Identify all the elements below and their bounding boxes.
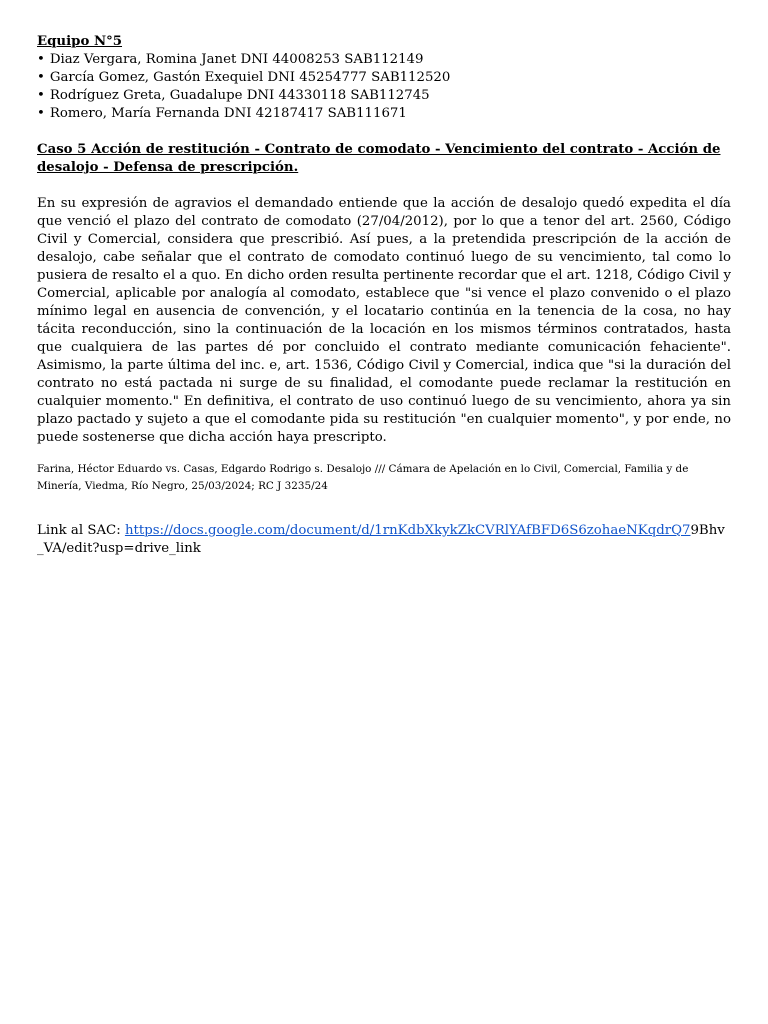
sac-link[interactable]: https://docs.google.com/document/d/1rnKdbXkykZkCVRlYAfBFD6S6zohaeNKqdrQ7 <box>124 523 691 538</box>
document-page <box>37 33 731 558</box>
member-item: • Rodríguez Greta, Guadalupe DNI 44330118 SAB112745 <box>37 87 731 105</box>
member-list <box>37 51 731 123</box>
case-title: Caso 5 Acción de restitución - Contrato de comodato - Vencimiento del contrato - Acción de desalojo - Defensa de prescripción. <box>37 142 721 175</box>
sac-link-continuation: 9Bhv_VA/edit?usp=drive_link <box>37 523 725 556</box>
case-citation: Farina, Héctor Eduardo vs. Casas, Edgardo Rodrigo s. Desalojo /// Cámara de Apelación en lo Civil, Comercial, Familia y de Minería, Viedma, Río Negro, 25/03/2024; RC J 3235/24 <box>37 463 689 492</box>
sac-link-label: Link al SAC: <box>37 523 125 538</box>
member-item: • Diaz Vergara, Romina Janet DNI 44008253 SAB112149 <box>37 51 731 69</box>
sac-link-line <box>37 522 731 558</box>
team-title: Equipo N°5 <box>37 34 123 49</box>
case-body: En su expresión de agravios el demandado entiende que la acción de desalojo quedó expedita el día que venció el plazo del contrato de comodato (27/04/2012), por lo que a tenor del art. 2560, Código Civil y Comercial, considera que prescribió. Así pues, a la pretendida prescripción de la acción de desalojo, cabe señalar que el contrato de comodato continuó luego de su vencimiento, tal como lo pusiera de resalto el a quo. En dicho orden resulta pertinente recordar que el art. 1218, Código Civil y Comercial, aplicable por analogía al comodato, establece que "si vence el plazo convenido o el plazo mínimo legal en ausencia de convención, y el locatario continúa en la tenencia de la cosa, no hay tácita reconducción, sino la continuación de la locación en los mismos términos contratados, hasta que cualquiera de las partes dé por concluido el contrato mediante comunicación fehaciente". Asimismo, la parte última del inc. e, art. 1536, Código Civil y Comercial, indica que "si la duración del contrato no está pactada ni surge de su finalidad, el comodante puede reclamar la restitución en cualquier momento." En definitiva, el contrato de uso continuó luego de su vencimiento, ahora ya sin plazo pactado y sujeto a que el comodante pida su restitución "en cualquier momento", y por ende, no puede sostenerse que dicha acción haya prescripto. <box>37 196 731 445</box>
member-item: • García Gomez, Gastón Exequiel DNI 45254777 SAB112520 <box>37 69 731 87</box>
member-item: • Romero, María Fernanda DNI 42187417 SAB111671 <box>37 105 731 123</box>
